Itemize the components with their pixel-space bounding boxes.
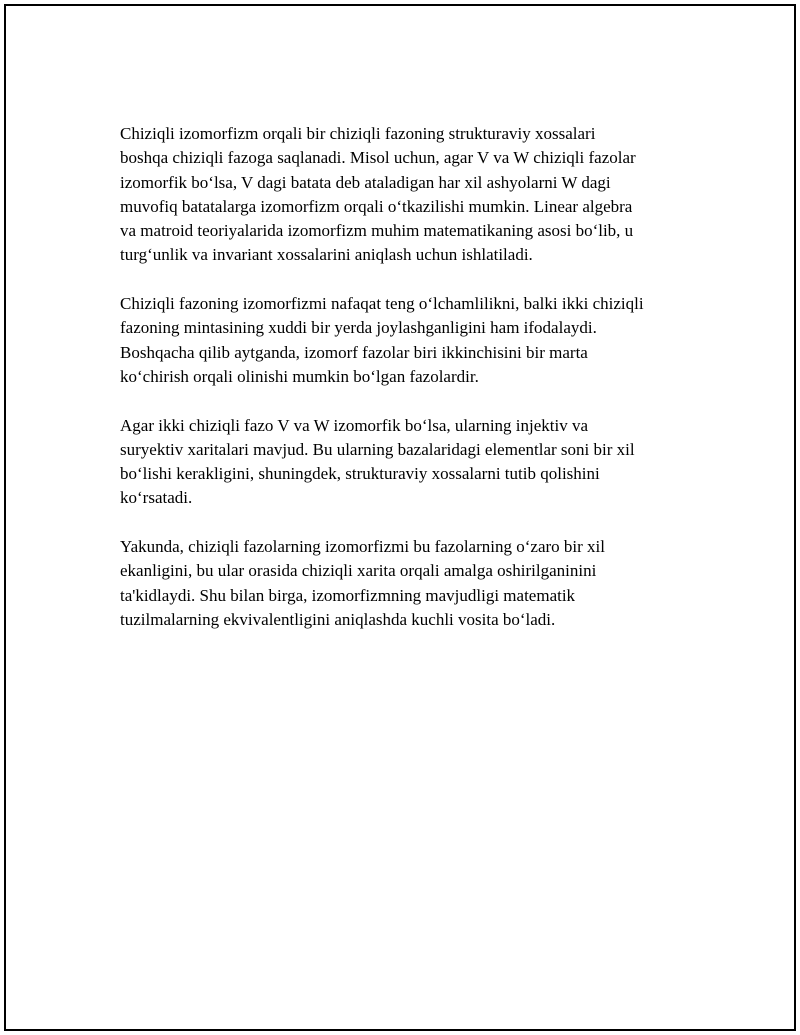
paragraph-1	[120, 122, 690, 268]
paragraph-line: boshqa chiziqli fazoga saqlanadi. Misol uchun, agar V va W chiziqli fazolar	[120, 148, 636, 168]
paragraph-line: Chiziqli izomorfizm orqali bir chiziqli fazoning strukturaviy xossalari	[120, 124, 596, 143]
paragraph-line: va matroid teoriyalarida izomorfizm muhim matematikaning asosi bo‘lib, u	[120, 221, 634, 241]
paragraph-line: Agar ikki chiziqli fazo V va W izomorfik bo‘lsa, ularning injektiv va	[120, 415, 589, 435]
paragraph-line: suryektiv xaritalari mavjud. Bu ularning bazalaridagi elementlar soni bir xil	[120, 439, 635, 459]
paragraph-line: Chiziqli fazoning izomorfizmi nafaqat teng o‘lchamlilikni, balki ikki chiziqli	[120, 294, 644, 314]
paragraph-line: muvofiq batatalarga izomorfizm orqali o‘tkazilishi mumkin. Linear algebra	[120, 196, 633, 216]
paragraph-2	[120, 292, 690, 389]
paragraph-3	[120, 414, 690, 511]
paragraph-line: Boshqacha qilib aytganda, izomorf fazolar biri ikkinchisini bir marta	[120, 342, 588, 362]
paragraph-line: turg‘unlik va invariant xossalarini aniqlash uchun ishlatiladi.	[120, 245, 533, 265]
page-border	[4, 4, 796, 1031]
paragraph-line: izomorfik bo‘lsa, V dagi batata deb ataladigan har xil ashyolarni W dagi	[120, 172, 611, 192]
paragraph-line: ta'kidlaydi. Shu bilan birga, izomorfizmning mavjudligi matematik	[120, 585, 576, 605]
paragraph-line: bo‘lishi kerakligini, shuningdek, strukturaviy xossalarni tutib qolishini	[120, 464, 600, 484]
paragraph-4	[120, 535, 690, 632]
document-body	[120, 122, 690, 657]
paragraph-line: ekanligini, bu ular orasida chiziqli xarita orqali amalga oshirilganinini	[120, 561, 597, 581]
paragraph-line: Yakunda, chiziqli fazolarning izomorfizmi bu fazolarning o‘zaro bir xil	[120, 537, 605, 557]
paragraph-line: tuzilmalarning ekvivalentligini aniqlashda kuchli vosita bo‘ladi.	[120, 609, 556, 629]
paragraph-line: ko‘chirish orqali olinishi mumkin bo‘lgan fazolardir.	[120, 366, 479, 386]
paragraph-line: ko‘rsatadi.	[120, 488, 193, 508]
paragraph-line: fazoning mintasining xuddi bir yerda joylashganligini ham ifodalaydi.	[120, 318, 597, 338]
